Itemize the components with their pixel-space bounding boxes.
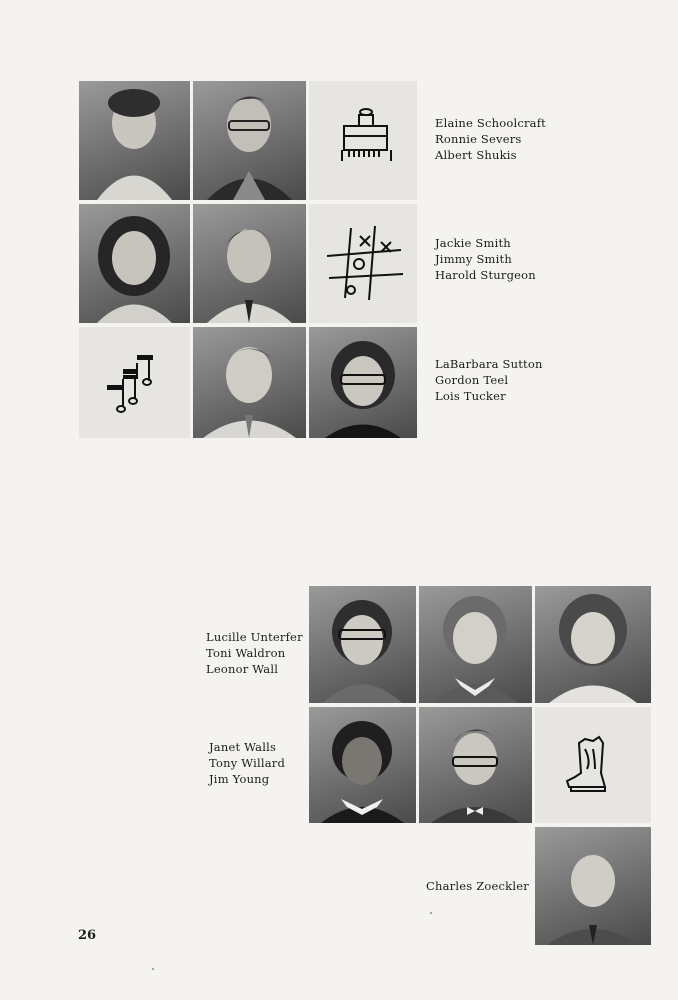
tic-tac-toe-drawing bbox=[309, 204, 417, 323]
student-name: Harold Sturgeon bbox=[435, 268, 536, 282]
portrait-photo bbox=[419, 586, 532, 703]
student-name: Janet Walls bbox=[209, 740, 277, 754]
name-list bbox=[435, 115, 546, 163]
portrait-photo bbox=[79, 81, 190, 200]
portrait-photo bbox=[193, 204, 306, 323]
student-name: Elaine Schoolcraft bbox=[435, 116, 546, 130]
student-name: LaBarbara Sutton bbox=[435, 357, 543, 371]
student-name: Gordon Teel bbox=[435, 373, 509, 387]
portrait-photo bbox=[535, 586, 651, 703]
student-name: Leonor Wall bbox=[206, 662, 279, 676]
print-speck bbox=[152, 968, 154, 970]
student-name: Ronnie Severs bbox=[435, 132, 522, 146]
name-list bbox=[435, 235, 536, 283]
name-list bbox=[206, 629, 303, 677]
portrait-photo bbox=[79, 204, 190, 323]
student-name: Jim Young bbox=[209, 772, 270, 786]
student-name: Lois Tucker bbox=[435, 389, 506, 403]
print-speck bbox=[430, 912, 432, 914]
student-name: Albert Shukis bbox=[435, 148, 517, 162]
music-notes-drawing bbox=[79, 327, 190, 438]
student-name: Jackie Smith bbox=[435, 236, 511, 250]
student-name: Charles Zoeckler bbox=[426, 879, 529, 893]
student-name: Tony Willard bbox=[209, 756, 286, 770]
portrait-photo bbox=[419, 707, 532, 823]
piano-drawing bbox=[309, 81, 417, 200]
page-number: 26 bbox=[78, 928, 97, 943]
portrait-photo bbox=[309, 707, 416, 823]
portrait-photo bbox=[535, 827, 651, 945]
name-list bbox=[426, 878, 529, 894]
student-name: Lucille Unterfer bbox=[206, 630, 303, 644]
portrait-photo bbox=[193, 327, 306, 438]
portrait-photo bbox=[309, 586, 416, 703]
portrait-photo bbox=[193, 81, 306, 200]
cowboy-boot-drawing bbox=[535, 707, 651, 823]
student-name: Toni Waldron bbox=[206, 646, 286, 660]
student-name: Jimmy Smith bbox=[435, 252, 512, 266]
name-list bbox=[209, 739, 285, 787]
name-list bbox=[435, 356, 543, 404]
portrait-photo bbox=[309, 327, 417, 438]
